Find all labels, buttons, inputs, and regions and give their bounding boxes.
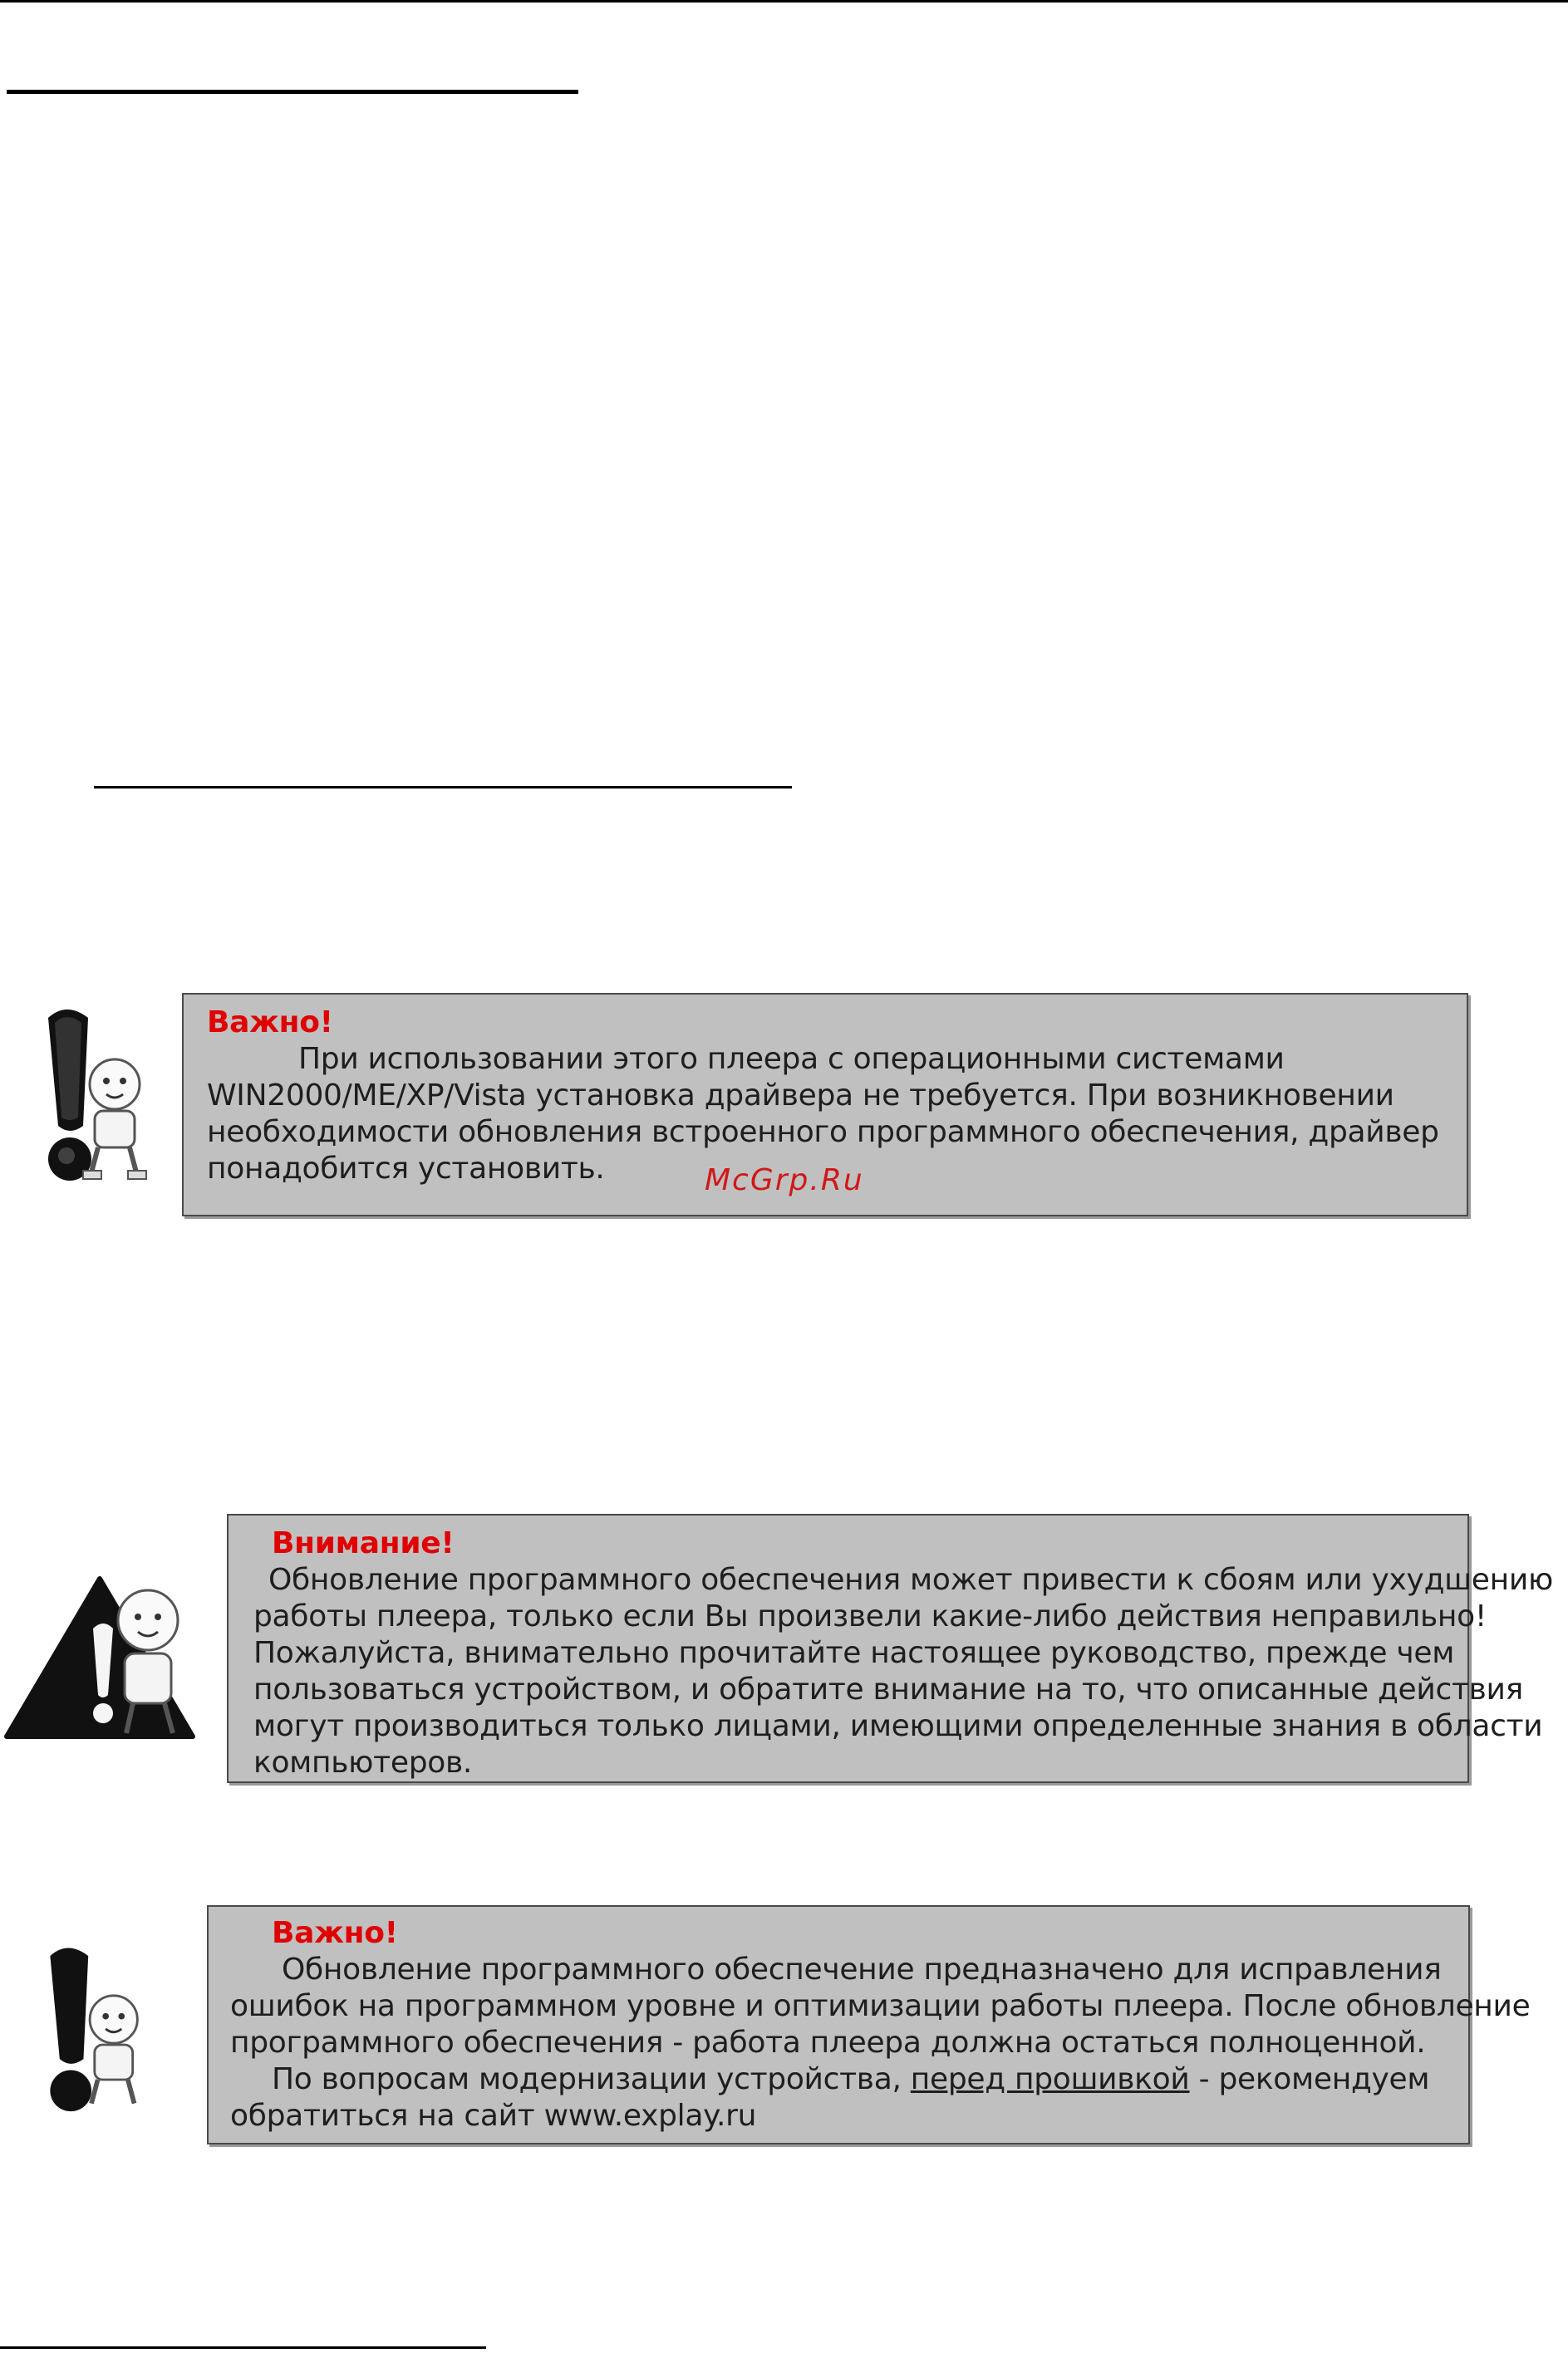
note-title: Внимание! [272, 1526, 455, 1560]
note-text-line: Обновление программного обеспечения может привести к сбоям или ухудшению [268, 1563, 1553, 1597]
watermark-logo: McGrp.Ru [705, 1163, 864, 1197]
note-text-line: необходимости обновления встроенного программного обеспечения, драйвер [207, 1115, 1439, 1149]
note-text-line: могут производиться только лицами, имеющими определенные знания в области [253, 1709, 1543, 1743]
attention-note [227, 1514, 1553, 1783]
heading-underline-2 [94, 786, 792, 788]
note-text-line: Обновление программного обеспечение предназначено для исправления [282, 1953, 1442, 1987]
note-text-line: Пожалуйста, внимательно прочитайте настоящее руководство, прежде чем [253, 1636, 1455, 1670]
note-text-line: понадобится установить. [207, 1152, 605, 1186]
heading-underline-1 [7, 90, 578, 94]
note-title: Важно! [207, 1005, 333, 1039]
warning-triangle-robot-icon [0, 1570, 199, 1745]
exclamation-robot-icon [33, 1001, 150, 1184]
note-text-line: При использовании этого плеера с операционными системами [298, 1042, 1285, 1076]
note-text-line: работы плеера, только если Вы произвели какие-либо действия неправильно! [253, 1599, 1487, 1633]
note-text-line [230, 2061, 1468, 2098]
note-text-line: компьютеров. [253, 1746, 473, 1780]
note-text-line: программного обеспечения - работа плеера должна остаться полноценной. [230, 2026, 1426, 2060]
note-title: Важно! [272, 1916, 398, 1950]
note-text-line: ошибок на программном уровне и оптимизации работы плеера. После обновление [230, 1989, 1531, 2023]
note-text-line: пользоваться устройством, и обратите внимание на то, что описанные действия [253, 1673, 1524, 1707]
note-text-fragment: - рекомендуем [1198, 2062, 1430, 2096]
important-note-2 [207, 1905, 1531, 2144]
note-text-fragment: По вопросам модернизации устройства, [272, 2062, 902, 2096]
note-text-line: обратиться на сайт www.explay.ru [230, 2099, 757, 2133]
underlined-text: перед прошивкой [910, 2062, 1190, 2096]
top-border-rule [0, 0, 1568, 2]
exclamation-robot-icon [33, 1940, 150, 2115]
footnote-separator-rule [0, 2346, 486, 2349]
note-text-line: WIN2000/ME/XP/Vista установка драйвера не требуется. При возникновении [207, 1078, 1394, 1113]
